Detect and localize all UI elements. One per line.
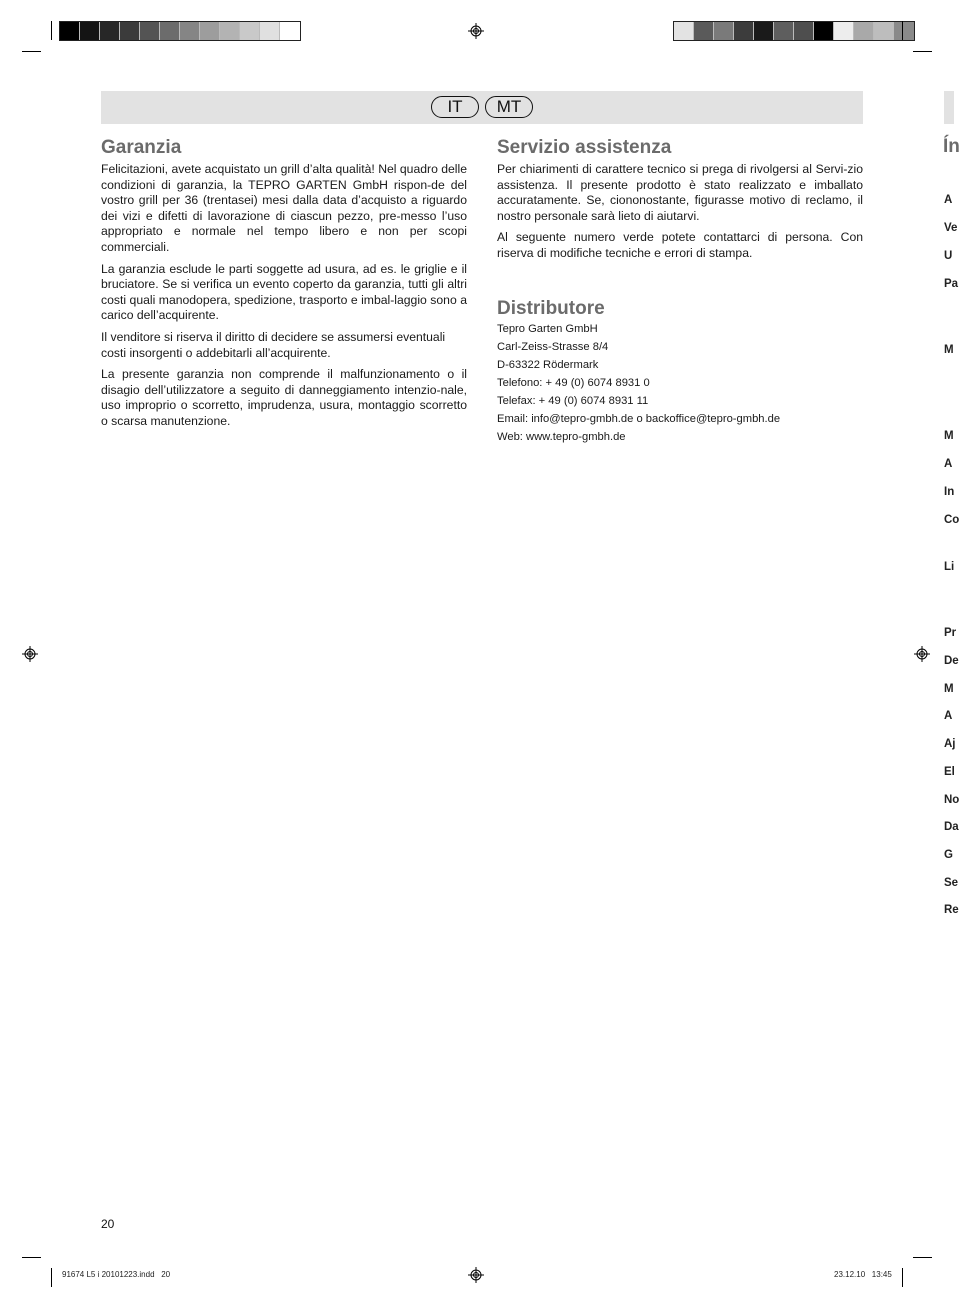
service-paragraph: Per chiarimenti di carattere tecnico si prega di rivolgersi al Servi-zio assistenza. Il presente prodotto è stato realizzato e imballato accuratamente. Se, ciononostante, figurasse motivo di reclamo, il nostro personale sarà lieto di aiutarvi. [497,162,863,223]
language-header-band [101,91,863,124]
color-swatch [734,22,754,40]
warranty-paragraph: Felicitazioni, avete acquistato un grill d’alta qualità! Nel quadro delle condizioni di garanzia, la TEPRO GARTEN GmbH rispon-de del vostro grill per 36 (trentasei) mesi dalla data d’acquisto a riguardo dei vizi e difetti di lavorazione di ciascun pezzo, pre-messo l’uso appropriato e normale nel tempo libero e non per scopi commerciali. [101,162,467,254]
distributor-address [497,320,863,446]
next-page-edge-letter: U [944,250,953,262]
next-page-edge-letter: M [944,683,954,695]
color-bar-left [59,21,301,41]
color-swatch [774,22,794,40]
crop-mark [902,21,903,40]
color-swatch [80,22,100,40]
next-page-edge-letter: Ve [944,222,958,234]
color-swatch [754,22,774,40]
color-swatch [100,22,120,40]
registration-mark-icon [22,646,38,662]
warranty-text [101,162,467,436]
next-page-edge-letter: In [944,486,955,498]
crop-mark [902,1268,903,1287]
next-page-edge-letter: A [944,194,953,206]
color-swatch [280,22,300,40]
next-page-edge-letter: Co [944,514,960,526]
file-info: 91674 L5 i 20101223.indd 20 [62,1270,171,1279]
next-page-edge-letter: El [944,766,955,778]
color-swatch [894,22,914,40]
distributor-email: Email: info@tepro-gmbh.de o backoffice@tepro-gmbh.de [497,413,781,425]
page-number: 20 [101,1217,115,1231]
color-swatch [200,22,220,40]
next-page-edge-letter: Da [944,821,959,833]
warranty-title: Garanzia [101,137,182,158]
crop-mark [22,1257,41,1258]
next-page-edge-letter: De [944,655,959,667]
warranty-paragraph: Il venditore si riserva il diritto di decidere se assumersi eventuali costi insorgenti o addebitarli all’acquirente. [101,329,446,360]
next-page-edge-letter: A [944,458,953,470]
registration-mark-icon [468,1267,484,1283]
next-page-edge-letter: Aj [944,738,956,750]
color-bar-right [673,21,915,41]
next-page-edge-letter: Pr [944,627,957,639]
warranty-paragraph: La garanzia esclude le parti soggette ad usura, ad es. le griglie e il bruciatore. Se si verifica un evento coperto da garanzia, tutti gli altri costi quali manodopera, spedizione, trasporto e imbal-laggio sono a carico dell’acquirente. [101,261,467,323]
color-swatch [260,22,280,40]
next-page-header-band [944,91,954,124]
color-swatch [60,22,80,40]
next-page-edge-letter: M [944,344,954,356]
color-swatch [874,22,894,40]
color-swatch [240,22,260,40]
color-swatch [120,22,140,40]
color-swatch [220,22,240,40]
next-page-heading-fragment: Ín [943,136,960,157]
distributor-phone: Telefono: + 49 (0) 6074 8931 0 [497,377,650,389]
next-page-edge-letter: Se [944,877,959,889]
crop-mark [913,1257,932,1258]
distributor-fax: Telefax: + 49 (0) 6074 8931 11 [497,395,649,407]
color-swatch [794,22,814,40]
distributor-web: Web: www.tepro-gmbh.de [497,431,626,443]
color-swatch [814,22,834,40]
print-date-time: 23.12.10 13:45 [834,1270,892,1279]
distributor-line: Tepro Garten GmbH [497,323,598,335]
service-text [497,162,863,268]
service-paragraph: Al seguente numero verde potete contattarci di persona. Con riserva di modifiche tecniche e errori di stampa. [497,230,863,260]
color-swatch [714,22,734,40]
registration-mark-icon [914,646,930,662]
color-swatch [834,22,854,40]
next-page-edge-letter: G [944,849,953,861]
registration-mark-icon [468,23,484,39]
next-page-edge-letter: A [944,710,953,722]
next-page-edge-letter: M [944,430,954,442]
crop-mark [51,1268,52,1287]
language-badge-mt: MT [485,96,533,118]
color-swatch [694,22,714,40]
crop-mark [913,51,932,52]
crop-mark [51,21,52,40]
next-page-edge-letter: Pa [944,278,959,290]
next-page-edge-letter: No [944,794,960,806]
color-swatch [854,22,874,40]
next-page-edge-letter: Li [944,561,955,573]
color-swatch [674,22,694,40]
service-title: Servizio assistenza [497,137,672,158]
distributor-title: Distributore [497,298,605,319]
language-badge-it: IT [431,96,479,118]
next-page-edge-letter: Re [944,904,959,916]
color-swatch [160,22,180,40]
distributor-line: Carl-Zeiss-Strasse 8/4 [497,341,609,353]
distributor-line: D-63322 Rödermark [497,359,599,371]
crop-mark [22,51,41,52]
color-swatch [180,22,200,40]
color-swatch [140,22,160,40]
warranty-paragraph: La presente garanzia non comprende il malfunzionamento o il disagio dell’utilizzatore a seguito di danneggiamento intenzio-nale, uso improprio o scorretto, imprudenza, usura, montaggio scorretto o scarsa manutenzione. [101,367,467,428]
